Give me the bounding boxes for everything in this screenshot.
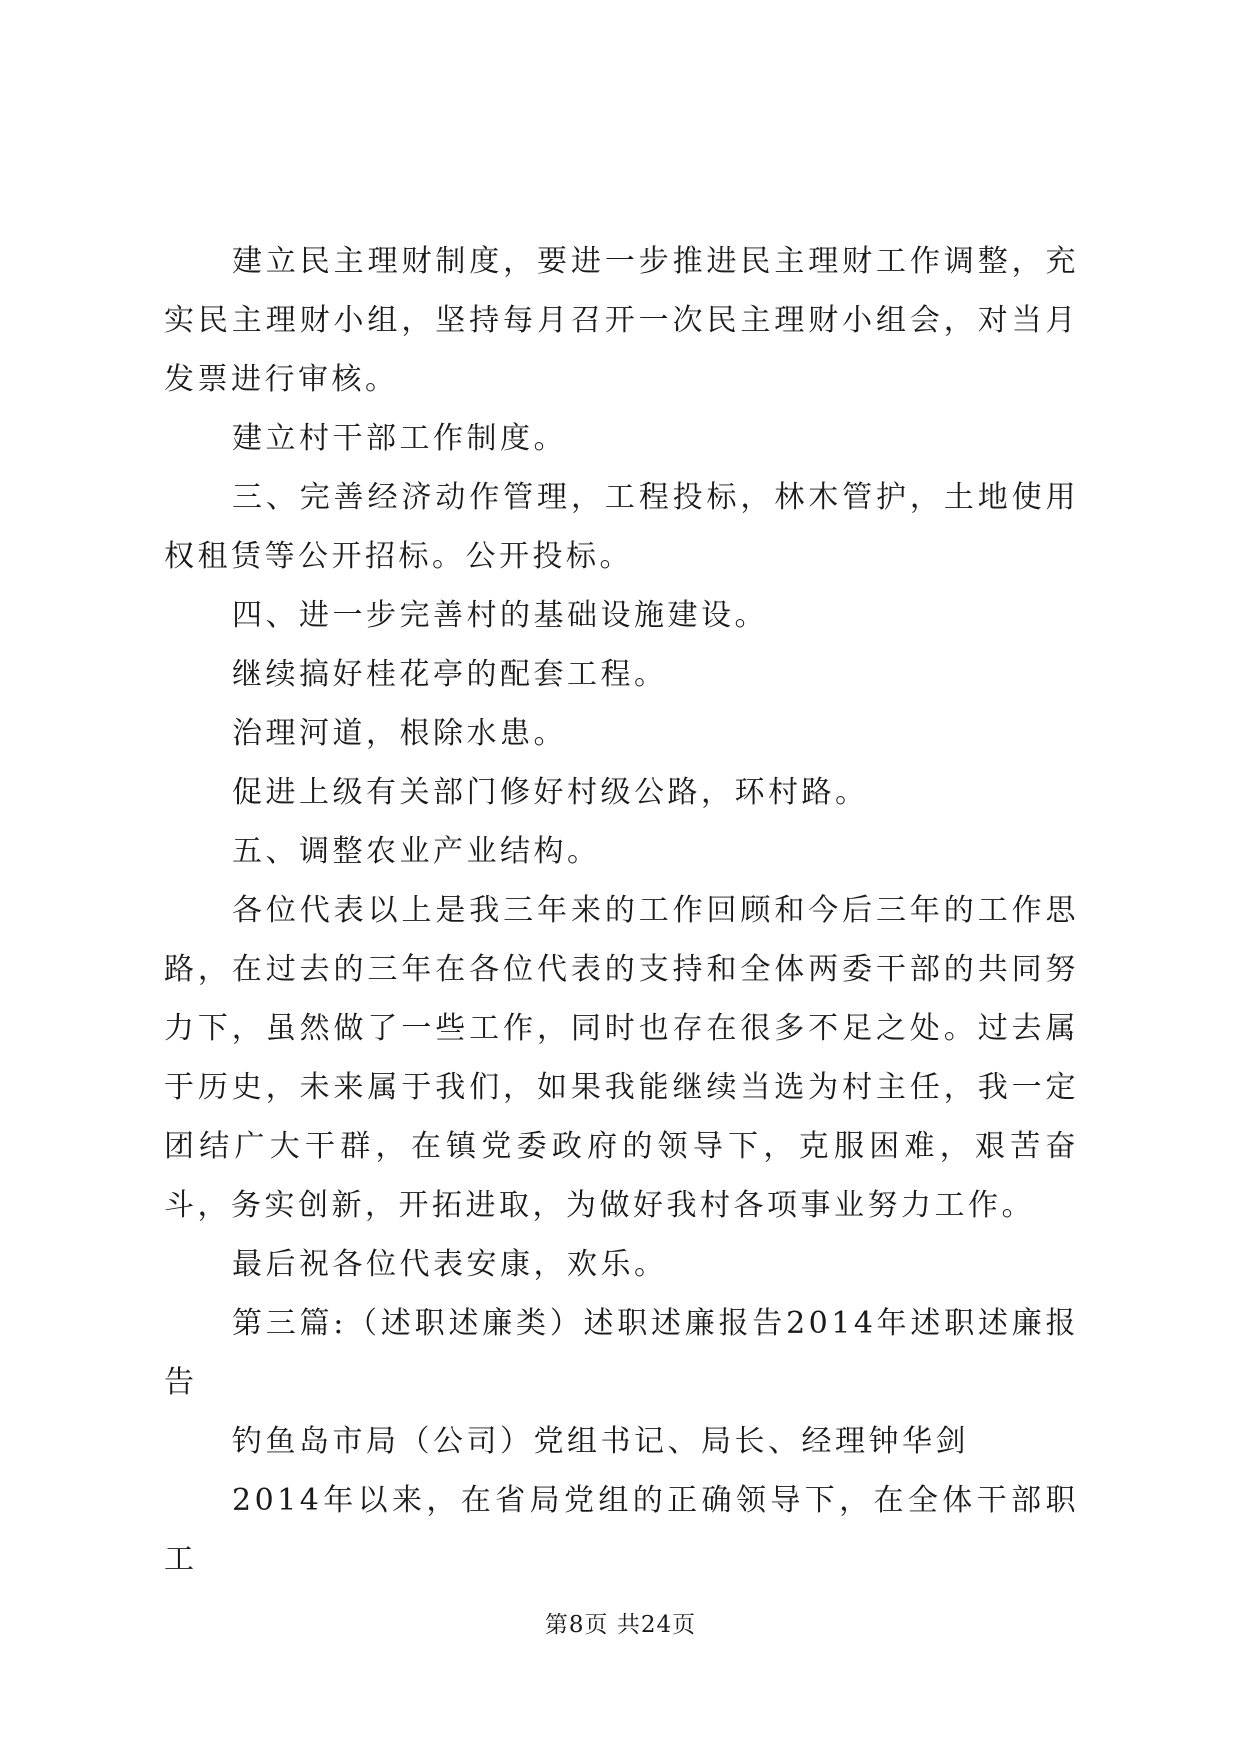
paragraph-section-four: 四、进一步完善村的基础设施建设。	[232, 598, 768, 633]
document-body	[164, 232, 1079, 1589]
paragraph-closing-wishes: 最后祝各位代表安康，欢乐。	[232, 1247, 668, 1282]
page-number-footer: 第8页 共24页	[544, 1612, 697, 1638]
paragraph-pavilion-project: 继续搞好桂花亭的配套工程。	[232, 657, 668, 692]
paragraph-author-line: 钓鱼岛市局（公司）党组书记、局长、经理钟华剑	[232, 1424, 969, 1459]
paragraph-cadre-system: 建立村干部工作制度。	[232, 421, 567, 456]
paragraph-village-road: 促进上级有关部门修好村级公路，环村路。	[232, 775, 869, 810]
paragraph-river-control: 治理河道，根除水患。	[232, 716, 567, 751]
paragraph-report-opening: 2014年以来，在省局党组的正确领导下，在全体干部职工	[164, 1483, 1079, 1577]
paragraph-section-five: 五、调整农业产业结构。	[232, 834, 601, 869]
paragraph-finance-system: 建立民主理财制度，要进一步推进民主理财工作调整，充实民主理财小组，坚持每月召开一次民主理财小组会，对当月发票进行审核。	[164, 244, 1079, 397]
paragraph-chapter-three-title: 第三篇:（述职述廉类）述职述廉报告2014年述职述廉报告	[164, 1306, 1079, 1400]
paragraph-review-summary: 各位代表以上是我三年来的工作回顾和今后三年的工作思路，在过去的三年在各位代表的支持和全体两委干部的共同努力下，虽然做了一些工作，同时也存在很多不足之处。过去属于历史，未来属于我们，如果我能继续当选为村主任，我一定团结广大干群，在镇党委政府的领导下，克服困难，艰苦奋斗，务实创新，开拓进取，为做好我村各项事业努力工作。	[164, 893, 1079, 1223]
paragraph-section-three: 三、完善经济动作管理，工程投标，林木管护，土地使用权租赁等公开招标。公开投标。	[164, 480, 1079, 574]
